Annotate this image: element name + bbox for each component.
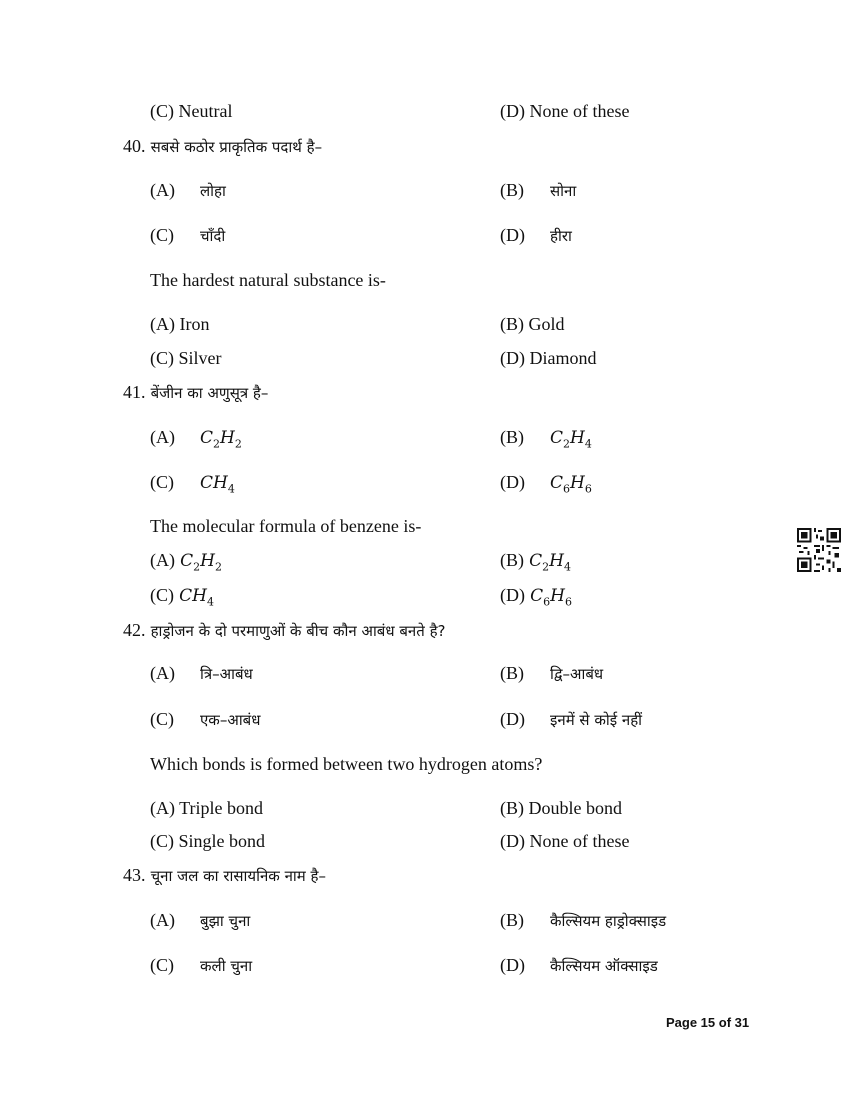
q43-hi-question-text: चूना जल का रासायनिक नाम है– — [150, 867, 326, 885]
q43-hi-option-a-text: बुझा चुना — [200, 912, 251, 930]
qr-code-icon — [797, 528, 841, 572]
q42-hi-option-a-label: (A) — [150, 663, 175, 683]
q40-hi-option-a-label: (A) — [150, 180, 175, 200]
q40-en-question: The hardest natural substance is- — [150, 270, 386, 290]
q40-hi-option-c — [150, 225, 225, 246]
q41-hi-option-b — [500, 427, 592, 450]
formula-c2h4: $C_2H_4$ — [550, 428, 592, 451]
q40-hi-option-a-text: लोहा — [200, 182, 226, 200]
formula-c2h2: $C_2H_2$ — [200, 428, 242, 451]
q40-hi-option-c-text: चाँदी — [200, 227, 226, 245]
q41-hi-option-d — [500, 472, 592, 495]
q43-number: 43. — [123, 865, 146, 885]
q41-hi-option-c — [150, 472, 235, 495]
q42-hi-option-a-text: त्रि–आबंध — [200, 665, 253, 683]
q41-en-option-c — [150, 585, 214, 608]
q43-hi-option-b — [500, 910, 666, 931]
q40-en-option-d: (D) Diamond — [500, 348, 597, 368]
q43-hi-option-b-label: (B) — [500, 910, 524, 930]
q41-hi-option-b-label: (B) — [500, 427, 524, 447]
q40-hi-option-d-text: हीरा — [550, 227, 572, 245]
q41-hi-question — [123, 382, 268, 403]
q40-en-option-c: (C) Silver — [150, 348, 222, 368]
q43-hi-question — [123, 865, 326, 886]
q41-hi-option-d-label: (D) — [500, 472, 525, 492]
q43-hi-option-a — [150, 910, 250, 931]
q43-hi-option-c-text: कली चुना — [200, 957, 253, 975]
q42-hi-option-a — [150, 663, 253, 684]
q39-option-d: (D) None of these — [500, 101, 630, 121]
q39-option-c: (C) Neutral — [150, 101, 233, 121]
q40-hi-option-c-label: (C) — [150, 225, 174, 245]
formula-ch4: $CH_4$ — [179, 586, 214, 609]
q40-hi-option-a — [150, 180, 226, 201]
q40-en-option-a: (A) Iron — [150, 314, 210, 334]
q43-hi-option-b-text: कैल्सियम हाड्रोक्साइड — [550, 912, 667, 930]
formula-c2h4: $C_2H_4$ — [529, 551, 571, 574]
q42-hi-option-c — [150, 709, 260, 730]
q42-hi-option-d-label: (D) — [500, 709, 525, 729]
q40-hi-option-d-label: (D) — [500, 225, 525, 245]
q41-en-option-d-label: (D) — [500, 585, 525, 605]
q40-number: 40. — [123, 136, 146, 156]
q42-hi-question-text: हाड्रोजन के दो परमाणुओं के बीच कौन आबंध बनते है? — [150, 622, 446, 640]
q42-en-option-b: (B) Double bond — [500, 798, 622, 818]
q43-hi-option-d-label: (D) — [500, 955, 525, 975]
q41-en-question: The molecular formula of benzene is- — [150, 516, 422, 536]
q42-en-option-d: (D) None of these — [500, 831, 630, 851]
q41-en-option-a — [150, 550, 222, 573]
q41-en-option-a-label: (A) — [150, 550, 175, 570]
q42-hi-option-b-label: (B) — [500, 663, 524, 683]
q40-hi-option-b-label: (B) — [500, 180, 524, 200]
page-number: Page 15 of 31 — [666, 1015, 750, 1030]
q42-hi-option-d-text: इनमें से कोई नहीं — [550, 711, 643, 729]
q40-en-option-b: (B) Gold — [500, 314, 565, 334]
q41-en-option-b — [500, 550, 571, 573]
q41-number: 41. — [123, 382, 146, 402]
q41-hi-question-text: बेंजीन का अणुसूत्र है– — [150, 384, 269, 402]
q41-hi-option-a-label: (A) — [150, 427, 175, 447]
q40-hi-option-d — [500, 225, 572, 246]
q43-hi-option-a-label: (A) — [150, 910, 175, 930]
q42-hi-question — [123, 620, 446, 641]
q42-hi-option-d — [500, 709, 642, 730]
q41-en-option-b-label: (B) — [500, 550, 524, 570]
q42-en-option-a: (A) Triple bond — [150, 798, 264, 818]
q40-hi-question — [123, 136, 322, 157]
formula-c2h2: $C_2H_2$ — [180, 551, 222, 574]
q43-hi-option-c — [150, 955, 252, 976]
q42-en-question: Which bonds is formed between two hydrogen atoms? — [150, 754, 543, 774]
q41-en-option-d — [500, 585, 572, 608]
formula-ch4: $CH_4$ — [200, 473, 235, 496]
q41-en-option-c-label: (C) — [150, 585, 174, 605]
q43-hi-option-c-label: (C) — [150, 955, 174, 975]
formula-c6h6: $C_6H_6$ — [530, 586, 572, 609]
q43-hi-option-d — [500, 955, 658, 976]
q41-hi-option-c-label: (C) — [150, 472, 174, 492]
formula-c6h6: $C_6H_6$ — [550, 473, 592, 496]
q42-hi-option-b-text: द्वि–आबंध — [550, 665, 604, 683]
q40-hi-question-text: सबसे कठोर प्राकृतिक पदार्थ है– — [150, 138, 323, 156]
q42-hi-option-c-text: एक–आबंध — [200, 711, 261, 729]
q40-hi-option-b — [500, 180, 576, 201]
q43-hi-option-d-text: कैल्सियम ऑक्साइड — [550, 957, 658, 975]
q42-hi-option-c-label: (C) — [150, 709, 174, 729]
q41-hi-option-a — [150, 427, 242, 450]
q42-hi-option-b — [500, 663, 603, 684]
q42-number: 42. — [123, 620, 146, 640]
q40-hi-option-b-text: सोना — [550, 182, 577, 200]
q42-en-option-c: (C) Single bond — [150, 831, 265, 851]
